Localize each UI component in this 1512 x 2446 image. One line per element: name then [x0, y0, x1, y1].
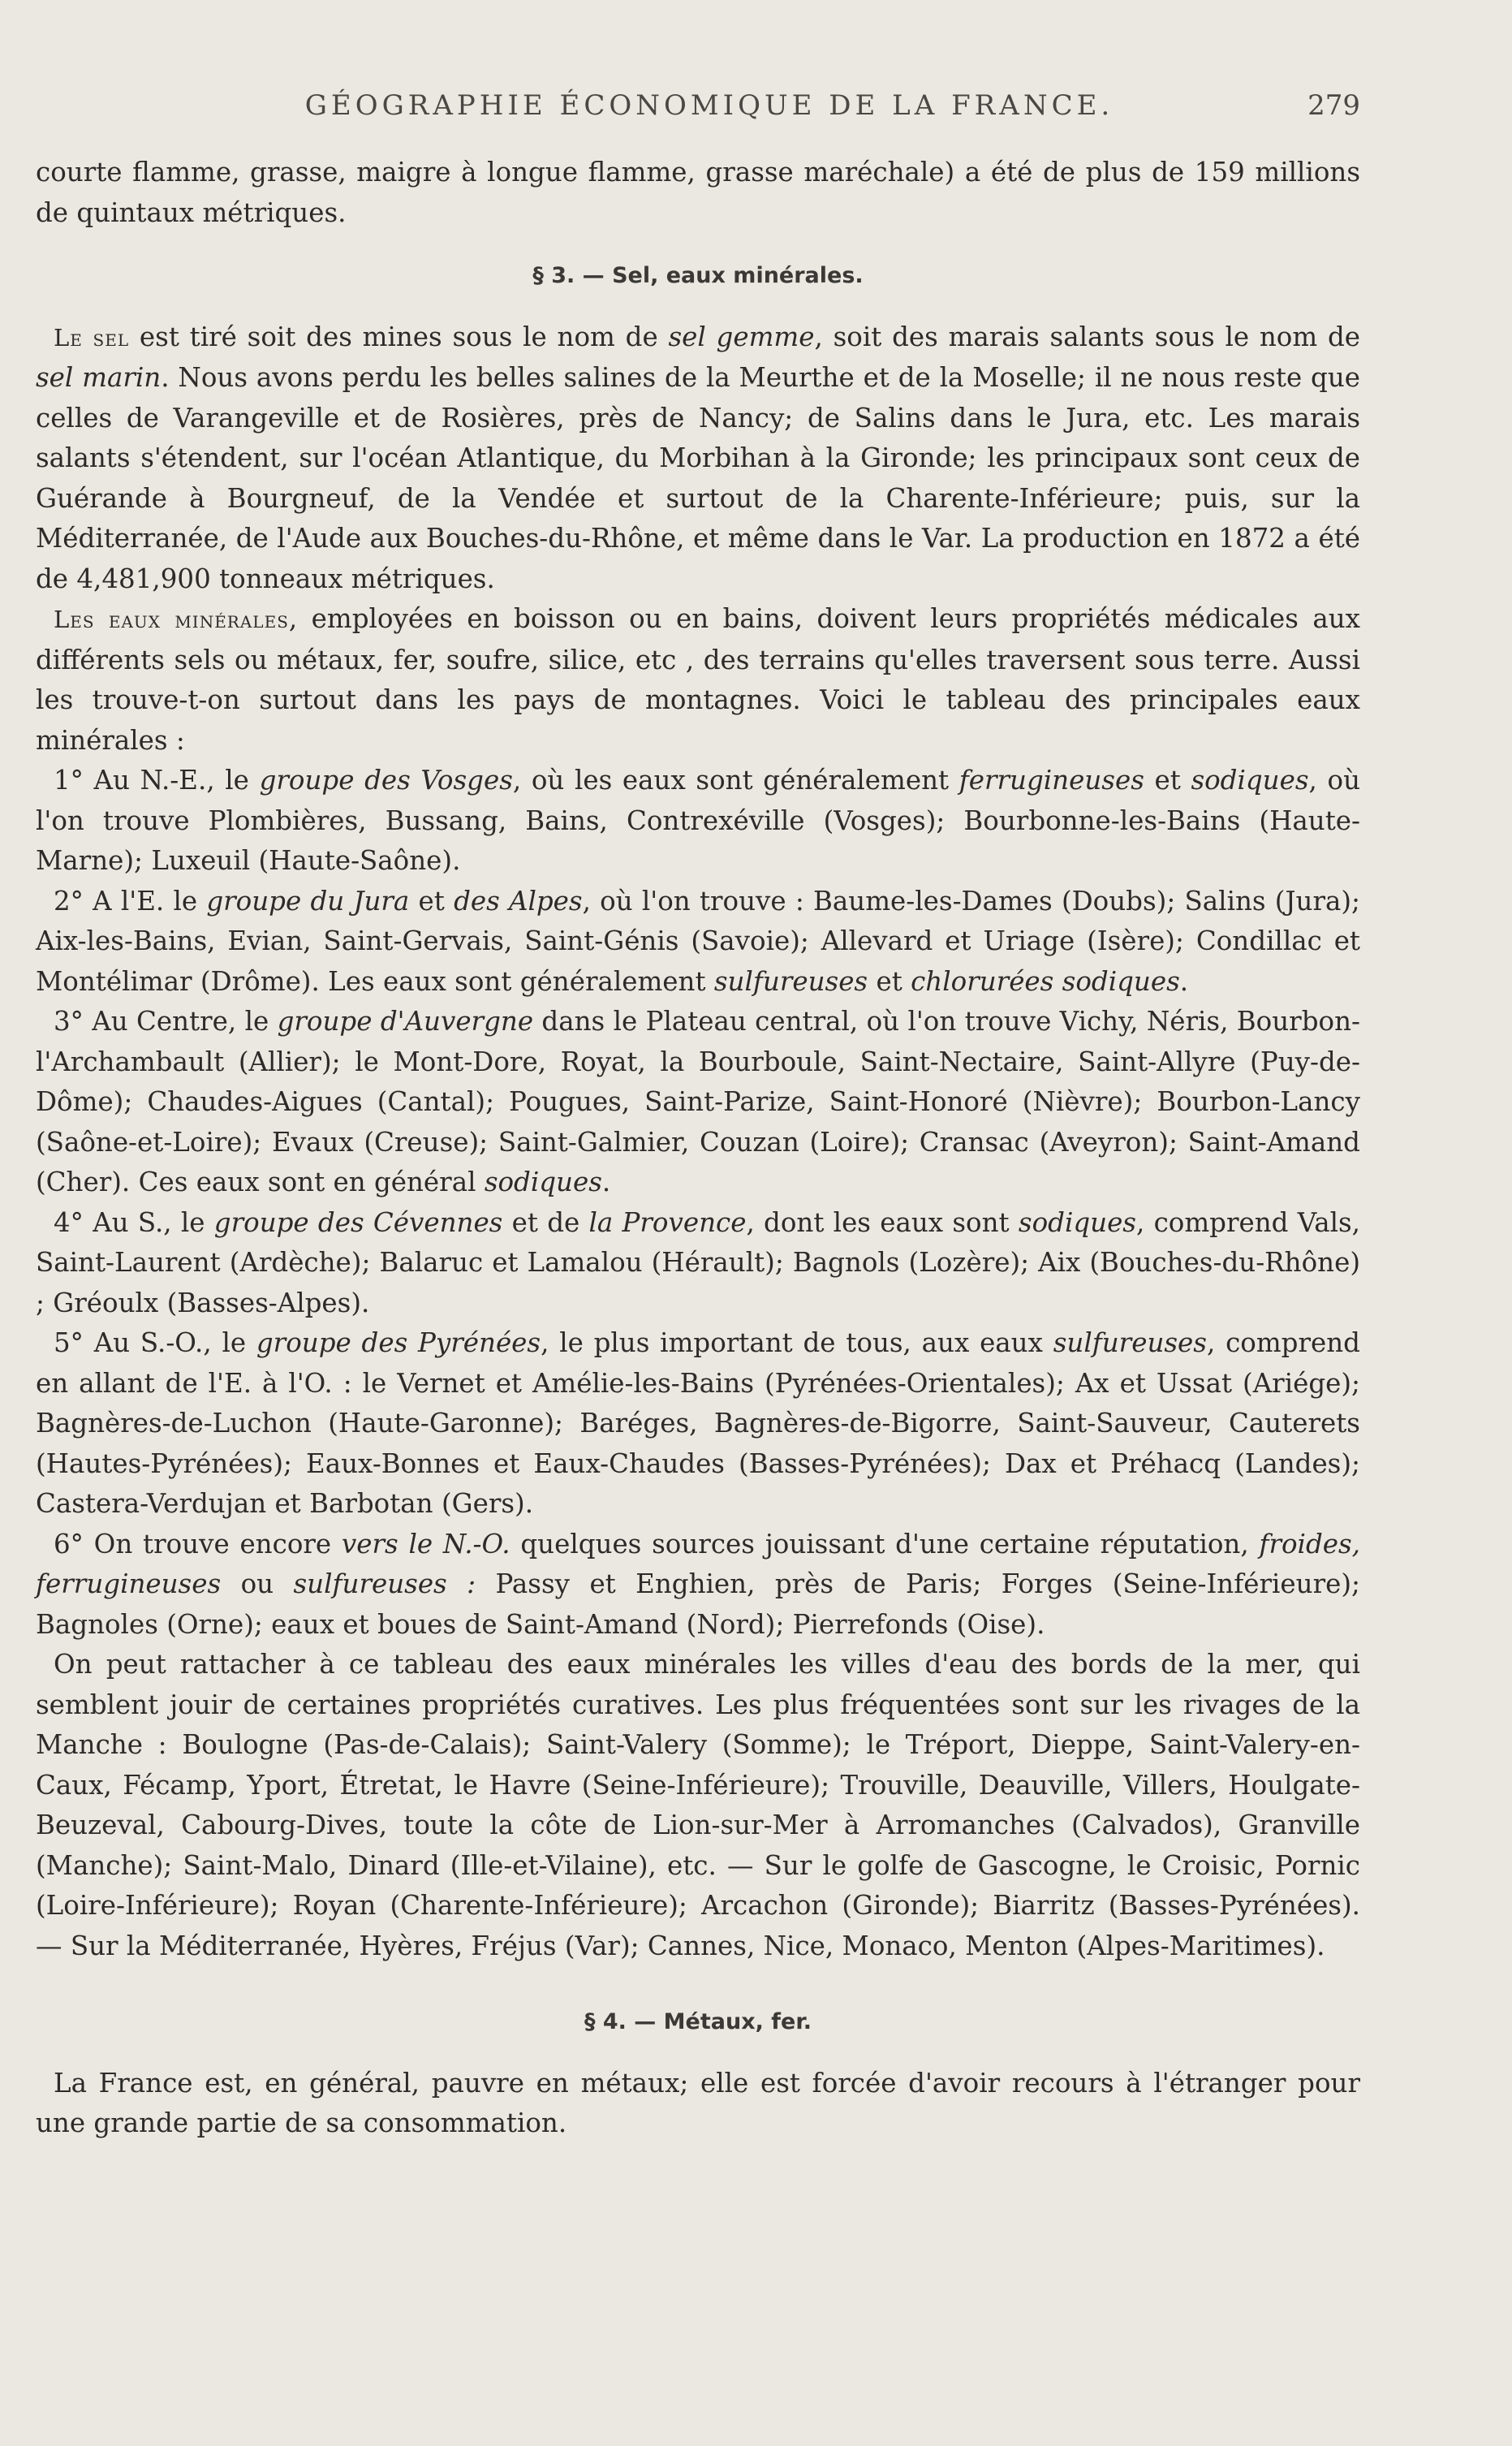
section-4-heading: § 4. — Métaux, fer.: [584, 2009, 812, 2034]
text-run: et: [409, 885, 454, 917]
text-run: et: [868, 965, 911, 997]
text-run: est tiré soit des mines sous le nom de: [129, 321, 669, 352]
italic-term: groupe des Pyrénées: [256, 1327, 541, 1358]
group-6-paragraph: [36, 1525, 1360, 1646]
text-run: , comprend en allant de l'E. à l'O. : le Vernet et Amélie-les-Bains (Pyrénées-Orientales); Ax et Ussat (Ariége); Bagnères-de-Luchon (Haute-Garonne); Baréges, Bagnères-de-Bigorre, Saint-Sauveur, Cauterets (Hautes-Pyrénées); Eaux-Bonnes et Eaux-Chaudes (Basses-Pyrénées); Dax et Préhacq (Landes); Castera-Verdujan et Barbotan (Gers).: [36, 1327, 1360, 1519]
mineral-waters-term: Les eaux minérales: [54, 606, 289, 633]
italic-term: sodiques: [1191, 765, 1309, 796]
group-5-paragraph: [36, 1323, 1360, 1525]
text-run: , employées en boisson ou en bains, doivent leurs propriétés médicales aux différents sels ou métaux, fer, soufre, silice, etc , des terrains qu'elles traversent sous terre. Aussi les trouve-t-on surtout dans les pays de montagnes. Voici le tableau des principales eaux minérales :: [36, 603, 1361, 756]
salt-paragraph: [36, 317, 1360, 600]
group-4-paragraph: [36, 1203, 1360, 1324]
text-run: dans le Plateau central, où l'on trouve Vichy, Néris, Bourbon-l'Archambault (Allier); le Mont-Dore, Royat, la Bourboule, Saint-Nectaire, Saint-Allyre (Puy-de-Dôme); Chaudes-Aigues (Cantal); Pougues, Saint-Parize, Saint-Honoré (Nièvre); Bourbon-Lancy (Saône-et-Loire); Evaux (Creuse); Saint-Galmier, Couzan (Loire); Cransac (Aveyron); Saint-Amand (Cher). Ces eaux sont en général: [36, 1006, 1361, 1197]
text-run: , le plus important de tous, aux eaux: [541, 1327, 1053, 1358]
italic-term: groupe des Cévennes: [213, 1206, 503, 1238]
text-run: , où l'on trouve Plombières, Bussang, Bains, Contrexéville (Vosges); Bourbonne-les-Bains (Haute-Marne); Luxeuil (Haute-Saône).: [36, 765, 1360, 876]
italic-term: sel gemme: [668, 321, 815, 352]
text-run: Passy et Enghien, près de Paris; Forges (Seine-Inférieure); Bagnoles (Orne); eaux et boues de Saint-Amand (Nord); Pierrefonds (Oise).: [36, 1568, 1360, 1640]
italic-term: la Provence: [588, 1206, 747, 1238]
text-run: 4° Au S., le: [54, 1206, 214, 1238]
text-run: , où les eaux sont généralement: [512, 765, 959, 796]
italic-term: sulfureuses: [713, 965, 868, 997]
metals-paragraph: La France est, en général, pauvre en métaux; elle est forcée d'avoir recours à l'étranger pour une grande partie de sa consommation.: [36, 2067, 1360, 2138]
italic-term: sodiques: [484, 1167, 602, 1197]
text-run: , où l'on trouve : Baume-les-Dames (Doubs); Salins (Jura); Aix-les-Bains, Evian, Saint-Gervais, Saint-Génis (Savoie); Allevard et Uriage (Isère); Condillac et Montélimar (Drôme). Les eaux sont généralement: [36, 885, 1360, 997]
text-run: 2° A l'E. le: [54, 885, 207, 917]
text-run: , comprend Vals, Saint-Laurent (Ardèche); Balaruc et Lamalou (Hérault); Bagnols (Lozère); Aix (Bouches-du-Rhône) ; Gréoulx (Basses-Alpes).: [36, 1206, 1360, 1318]
text-run: ou: [221, 1568, 294, 1599]
text-run: 3° Au Centre, le: [54, 1006, 278, 1037]
section-3-heading: § 3. — Sel, eaux minérales.: [532, 263, 864, 288]
text-run: , soit des marais salants sous le nom de: [814, 321, 1360, 352]
running-title: GÉOGRAPHIE ÉCONOMIQUE DE LA FRANCE.: [304, 89, 1114, 122]
seaside-towns-paragraph: On peut rattacher à ce tableau des eaux minérales les villes d'eau des bords de la mer, qui semblent jouir de certaines propriétés curatives. Les plus fréquentées sont sur les rivages de la Manche : Boulogne (Pas-de-Calais); Saint-Valery (Somme); le Tréport, Dieppe, Saint-Valery-en-Caux, Fécamp, Yport, Étretat, le Havre (Seine-Inférieure); Trouville, Deauville, Villers, Houlgate-Beuzeval, Cabourg-Dives, toute la côte de Lion-sur-Mer à Arromanches (Calvados), Granville (Manche); Saint-Malo, Dinard (Ille-et-Vilaine), etc. — Sur le golfe de Gascogne, le Croisic, Pornic (Loire-Inférieure); Royan (Charente-Inférieure); Arcachon (Gironde); Biarritz (Basses-Pyrénées). — Sur la Méditerranée, Hyères, Fréjus (Var); Cannes, Nice, Monaco, Menton (Alpes-Maritimes).: [36, 1649, 1360, 1961]
text-run: .: [1179, 965, 1189, 997]
italic-term: froides, ferrugineuses: [36, 1528, 1360, 1599]
page-body: [36, 153, 1360, 2144]
salt-term: Le sel: [54, 323, 130, 352]
mineral-waters-paragraph: [36, 599, 1360, 761]
italic-term: groupe du Jura: [206, 885, 410, 917]
group-3-paragraph: [36, 1002, 1360, 1203]
text-run: quelques sources jouissant d'une certaine réputation,: [510, 1528, 1260, 1559]
text-run: . Nous avons perdu les belles salines de la Meurthe et de la Moselle; il ne nous reste que celles de Varangeville et de Rosières, près de Nancy; de Salins dans le Jura, etc. Les marais salants s'étendent, sur l'océan Atlantique, du Morbihan à la Gironde; les principaux sont ceux de Guérande à Bourgneuf, de la Vendée et surtout de la Charente-Inférieure; puis, sur la Méditerranée, de l'Aude aux Bouches-du-Rhône, et même dans le Var. La production en 1872 a été de 4,481,900 tonneaux métriques.: [36, 362, 1360, 594]
text-run: 1° Au N.-E., le: [54, 765, 260, 796]
group-2-paragraph: [36, 882, 1360, 1003]
group-1-paragraph: [36, 761, 1360, 882]
text-run: et de: [502, 1206, 589, 1238]
italic-term: groupe d'Auvergne: [277, 1006, 534, 1037]
italic-term: chlorurées sodiques: [911, 965, 1180, 997]
italic-term: vers le N.-O.: [341, 1528, 510, 1559]
text-run: 6° On trouve encore: [54, 1528, 342, 1559]
page-number: 279: [1307, 89, 1360, 122]
text-run: .: [601, 1167, 611, 1197]
italic-term: sulfureuses :: [293, 1568, 476, 1599]
italic-term: sulfureuses: [1053, 1327, 1207, 1358]
italic-term: ferrugineuses: [958, 765, 1144, 796]
running-header: [0, 89, 1512, 135]
italic-term: sel marin: [36, 362, 162, 393]
text-run: , dont les eaux sont: [746, 1206, 1019, 1238]
italic-term: groupe des Vosges: [259, 765, 513, 796]
intro-paragraph: courte flamme, grasse, maigre à longue flamme, grasse maréchale) a été de plus de 159 millions de quintaux métriques.: [36, 157, 1360, 228]
text-run: et: [1144, 765, 1191, 796]
text-run: 5° Au S.-O., le: [54, 1327, 256, 1358]
italic-term: des Alpes: [454, 885, 583, 917]
italic-term: sodiques: [1018, 1206, 1136, 1238]
